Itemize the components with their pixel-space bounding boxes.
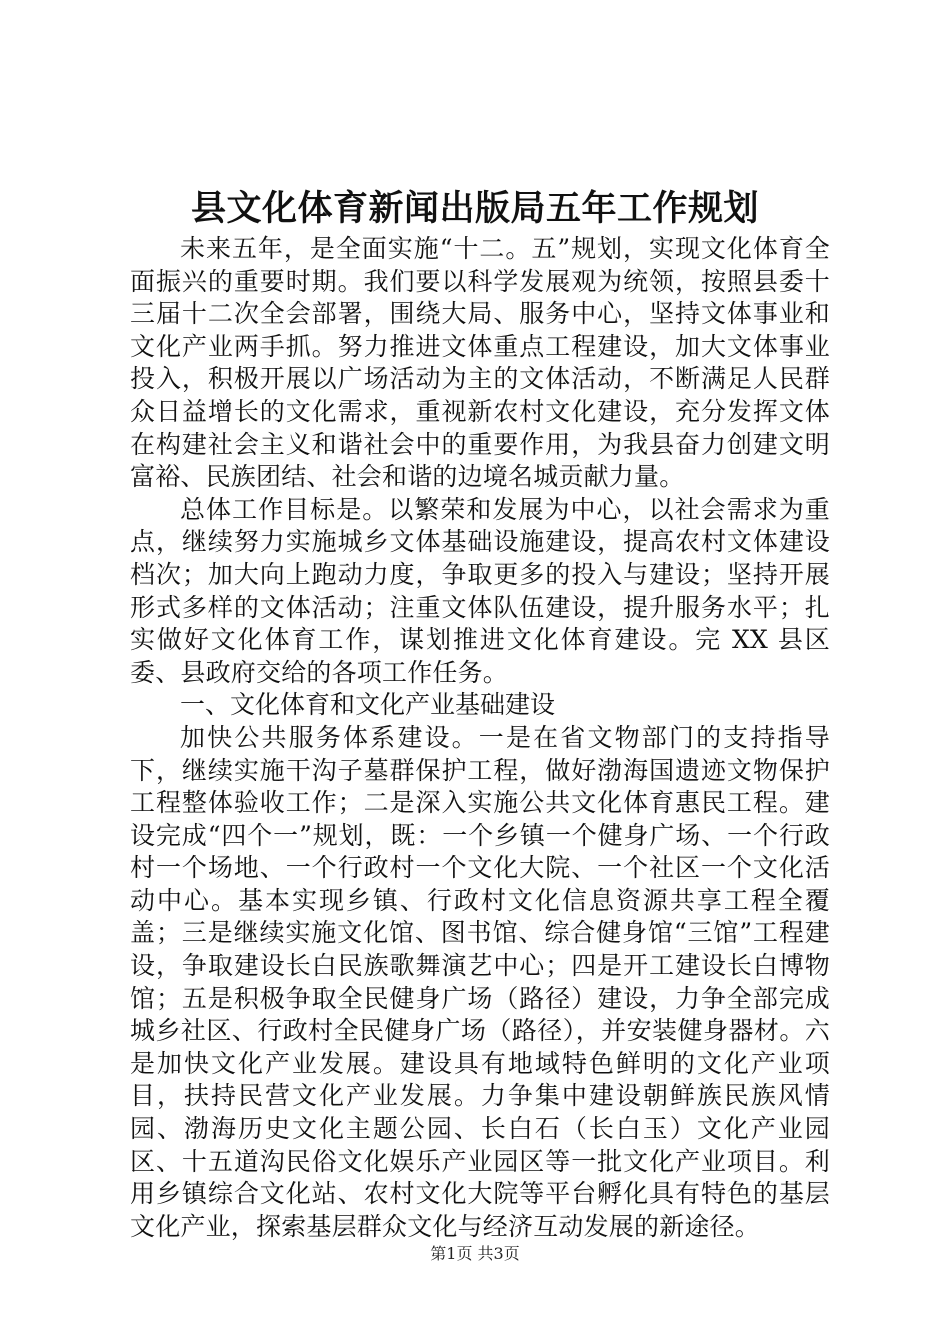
paragraph-section-detail: 加快公共服务体系建设。一是在省文物部门的支持指导下，继续实施干沟子墓群保护工程，做好渤海国遗迹文物保护工程整体验收工作；二是深入实施公共文化体育惠民工程。建设完成“四个一”规划，既：一个乡镇一个健身广场、一个行政村一个场地、一个行政村一个文化大院、一个社区一个文化活动中心。基本实现乡镇、行政村文化信息资源共享工程全覆盖；三是继续实施文化馆、图书馆、综合健身馆“三馆”工程建设，争取建设长白民族歌舞演艺中心；四是开工建设长白博物馆；五是积极争取全民健身广场（路径）建设，力争全部完成城乡社区、行政村全民健身广场（路径），并安装健身器材。六是加快文化产业发展。建设具有地域特色鲜明的文化产业项目，扶持民营文化产业发展。力争集中建设朝鲜族民族风情园、渤海历史文化主题公园、长白石（长白玉）文化产业园区、十五道沟民俗文化娱乐产业园区等一批文化产业项目。利用乡镇综合文化站、农村文化大院等平台孵化具有特色的基层文化产业，探索基层群众文化与经济互动发展的新途径。 bbox=[130, 722, 830, 1241]
document-body bbox=[130, 233, 830, 1243]
document-title: 县文化体育新闻出版局五年工作规划 bbox=[190, 188, 759, 229]
paragraph-overall-goal: 总体工作目标是。以繁荣和发展为中心，以社会需求为重点，继续努力实施城乡文体基础设施建设，提高农村文体建设档次；加大向上跑动力度，争取更多的投入与建设；坚持开展形式多样的文体活动；注重文体队伍建设，提升服务水平；扎实做好文化体育工作，谋划推进文化体育建设。完 XX 县区委、县政府交给的各项工作任务。 bbox=[130, 494, 830, 687]
section-heading: 一、文化体育和文化产业基础建设 bbox=[180, 690, 556, 720]
page-indicator: 第1页 共3页 bbox=[430, 1244, 520, 1263]
paragraph-intro: 未来五年，是全面实施“十二。五”规划，实现文化体育全面振兴的重要时期。我们要以科学发展观为统领，按照县委十三届十二次全会部署，围绕大局、服务中心，坚持文体事业和文化产业两手抓。努力推进文体重点工程建设，加大文体事业投入，积极开展以广场活动为主的文体活动，不断满足人民群众日益增长的文化需求，重视新农村文化建设，充分发挥文体在构建社会主义和谐社会中的重要作用，为我县奋力创建文明富裕、民族团结、社会和谐的边境名城贡献力量。 bbox=[130, 234, 830, 492]
